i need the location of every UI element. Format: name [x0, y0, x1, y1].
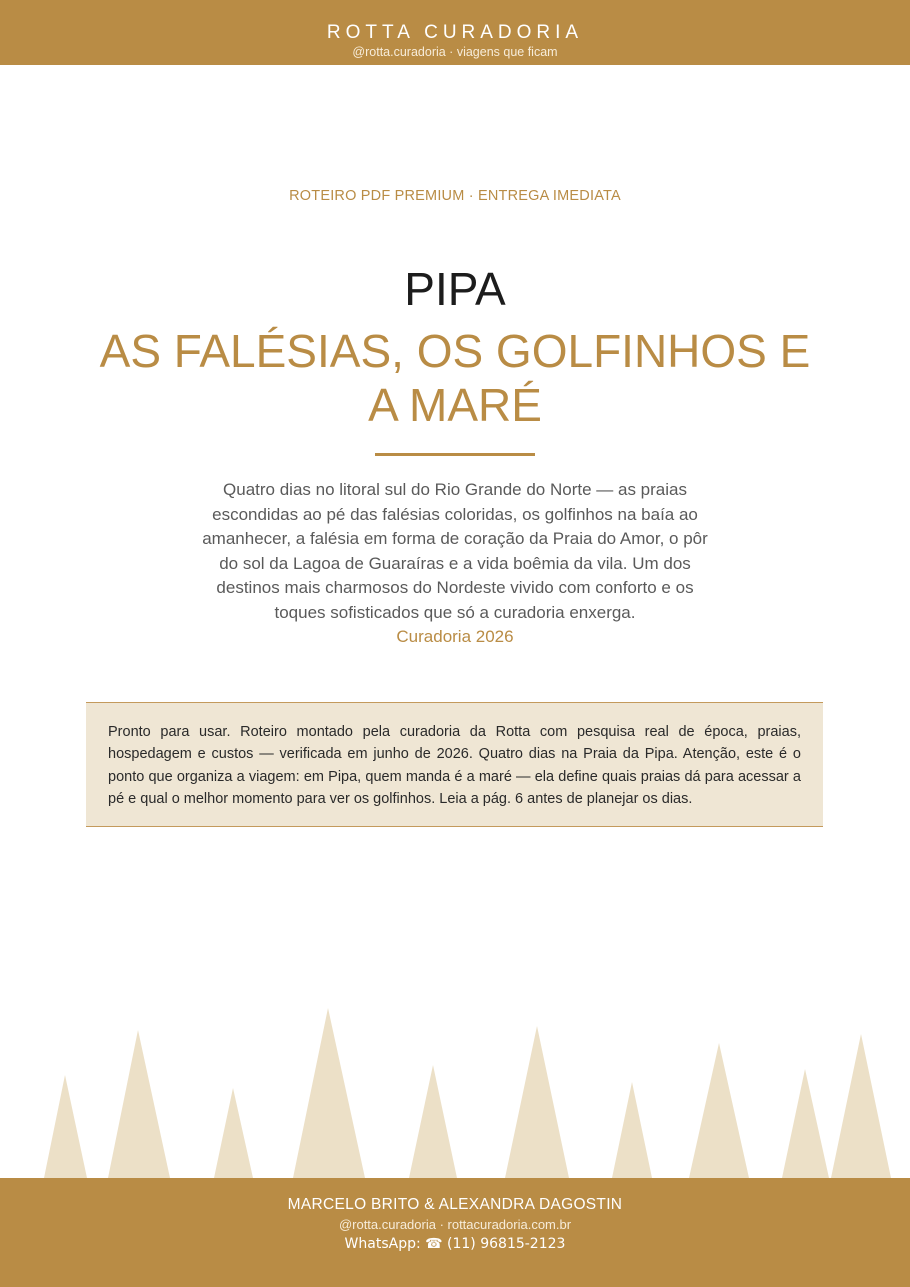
author-names: MARCELO BRITO & ALEXANDRA DAGOSTIN: [287, 1196, 623, 1213]
title-divider: [375, 453, 535, 456]
peak: [831, 1034, 891, 1178]
page-title: PIPA: [404, 263, 506, 315]
page-subtitle: AS FALÉSIAS, OS GOLFINHOS E A MARÉ: [99, 325, 811, 431]
peak: [293, 1008, 365, 1178]
info-panel: [86, 702, 823, 827]
peaks-decoration: [0, 1000, 910, 1180]
peak: [689, 1043, 749, 1178]
footer-bar: [0, 1178, 910, 1287]
whatsapp-contact: WhatsApp: ☎ (11) 96815-2123: [344, 1236, 566, 1252]
peak: [409, 1065, 457, 1178]
kicker-label: ROTEIRO PDF PREMIUM · ENTREGA IMEDIATA: [289, 188, 621, 204]
brand-subtitle: @rotta.curadoria · viagens que ficam: [352, 45, 558, 59]
peak: [782, 1069, 829, 1178]
intro-paragraph: Quatro dias no litoral sul do Rio Grande do Norte — as praias escondidas ao pé das falésias coloridas, os golfinhos na baía ao amanhecer, a falésia em forma de coração da Praia do Amor, o pôr do sol da Lagoa de Guaraíras e a vida boêmia da vila. Um dos destinos mais charmosos do Nordeste vivido com conforto e os toques sofisticados que só a curadoria enxerga.: [202, 480, 708, 622]
peak: [108, 1030, 170, 1178]
contact-handle: @rotta.curadoria · rottacuradoria.com.br: [338, 1217, 572, 1232]
info-panel-text: Pronto para usar. Roteiro montado pela curadoria da Rotta com pesquisa real de época, praias, hospedagem e custos — verificada em junho de 2026. Quatro dias na Praia da Pipa. Atenção, este é o ponto que organiza a viagem: em Pipa, quem manda é a maré — ela define quais praias dá para acessar a pé e qual o melhor momento para ver os golfinhos. Leia a pág. 6 antes de planejar os dias.: [108, 724, 801, 807]
brand-name: ROTTA CURADORIA: [326, 22, 584, 43]
peak: [612, 1082, 652, 1178]
peak: [505, 1026, 569, 1178]
curation-year: Curadoria 2026: [396, 627, 514, 646]
header-bar: [0, 0, 910, 65]
peak: [214, 1088, 253, 1178]
peak: [44, 1075, 87, 1178]
